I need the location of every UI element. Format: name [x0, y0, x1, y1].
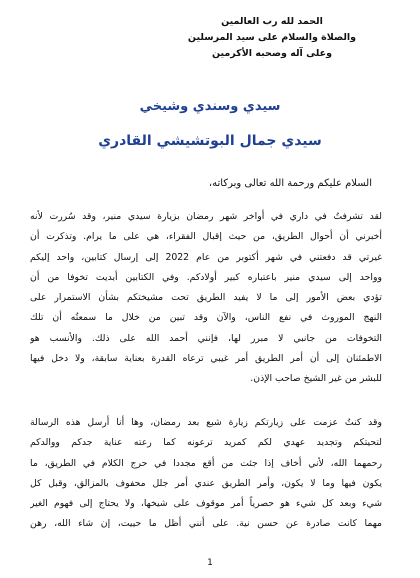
- header-line-2: والصلاة والسلام على سيد المرسلين: [187, 32, 357, 43]
- paragraph-line: وواحد إلى سيدي منير باعتباره كبير أولادكم. وفي الكتابين أبديت تخوفا من أن: [30, 271, 382, 283]
- title-line-1: سيدي وسندي وشيخي: [139, 99, 281, 114]
- paragraph-line: شيء وبعد كل شيء هو حصرياً أمر موقوف على شيخها، ولا يحتاج إلى فهوم الغير: [30, 498, 382, 510]
- paragraph-line: النهج الموروث في نفع الناس، والآن وقد تبين من خلال ما سمعتُه أن تلك: [30, 312, 382, 324]
- header-line-3: وعلى آله وصحبه الأكرمين: [211, 48, 333, 59]
- paragraph-1: [30, 207, 382, 390]
- paragraph-line: رحمهما الله، لأني أخاف إذا جئت من أقع مجددا في حرج الكلام في الطريق، ما: [30, 457, 382, 469]
- letter-header: [172, 14, 372, 62]
- greeting: السلام عليكم ورحمة الله تعالى وبركاته،: [208, 178, 372, 189]
- paragraph-line: يكون فيها وما لا يكون، وأمر الطريق عندي أمر جلل محفوف بالمزالق، وقبل كل: [30, 477, 382, 489]
- paragraph-line: مهما كانت صادرة عن حسن نية. على أنني أظل ما حييت، إن شاء الله، رهن: [30, 518, 382, 530]
- paragraph-line: وقد كنتُ عزمت على زيارتكم زيارة شبع بعد رمضان، وها أنا أرسل هذه الرسالة: [30, 417, 382, 428]
- paragraph-line: لقد تشرفتُ في داري في أواخر شهر رمضان بزيارة سيدي منير، وقد سُررت لأنه: [30, 211, 382, 222]
- paragraph-line: تؤدي بعض الأمور إلى ما لا يفيد الطريق تحت مشيختكم بشأن الاستمرار على: [30, 292, 382, 304]
- header-line-1: الحمد لله رب العالمين: [221, 16, 323, 27]
- paragraph-2: [30, 413, 382, 535]
- paragraph-line: غيرتي قد دفعتني في شهر أكتوبر من عام 2022 إلى إرسال كتابين، واحد إليكم: [30, 251, 382, 263]
- paragraph-line: أخبرني أن أحوال الطريق، من حيث إقبال الفقراء، هي على ما يرام. وتذكرت أن: [30, 231, 382, 243]
- paragraph-line: الاطمئنان إلى أن أمر الطريق أمر غيبي ترعاه القدرة بعناية سابقة، ولا دخل فيها: [30, 353, 382, 365]
- paragraph-line: التخوفات من جانبي لا مبرر لها، فإنني أحمد الله على ذلك. والأنسب هو: [30, 332, 382, 344]
- page-number: 1: [207, 558, 213, 568]
- paragraph-line: لتحيتكم وتجديد عهدي لكم كمريد ترعونه كما رعته عناية جدكم ووالدكم: [30, 437, 382, 449]
- title-line-2: سيدي جمال البوتشيشي القادري: [98, 133, 322, 149]
- paragraph-line: للبشر من غير الشيخ صاحب الإذن.: [250, 373, 382, 385]
